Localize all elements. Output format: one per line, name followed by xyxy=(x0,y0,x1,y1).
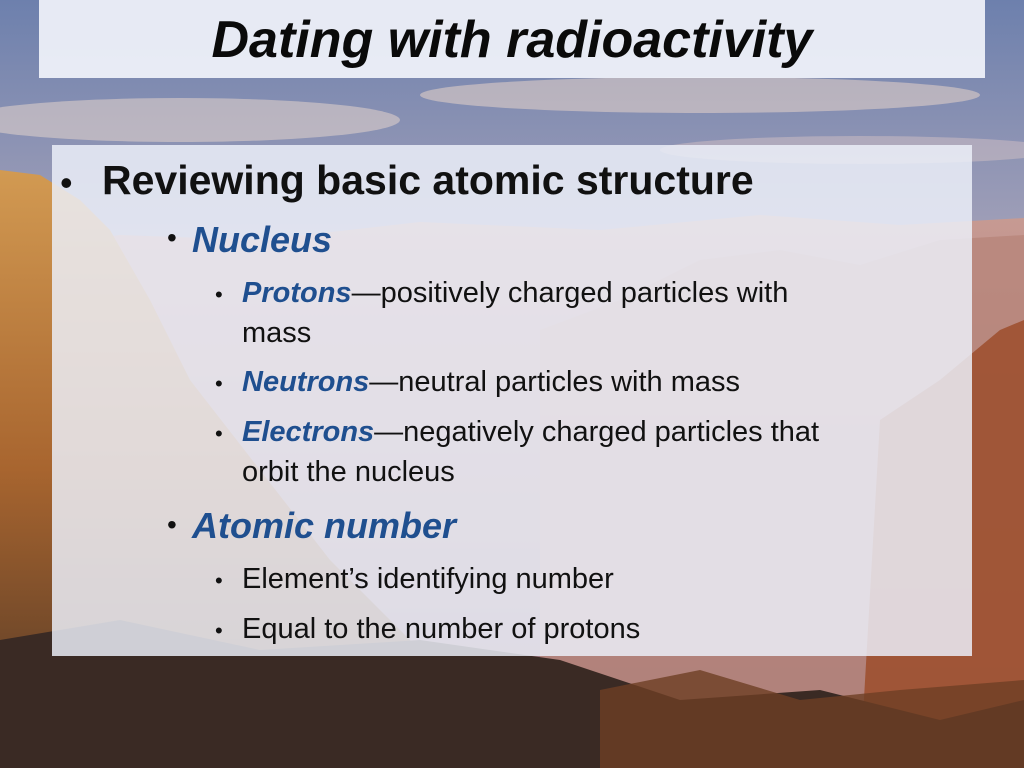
title-panel xyxy=(39,0,985,78)
item-identifying-number: Element’s identifying number xyxy=(242,563,614,595)
bullet-neutrons: • xyxy=(215,371,223,396)
term-electrons: Electrons xyxy=(242,416,375,448)
slide-title: Dating with radioactivity xyxy=(211,11,813,69)
bullet-identifying: • xyxy=(215,568,223,593)
desc-electrons: —negatively charged particles that xyxy=(374,416,820,448)
heading-reviewing-atomic-structure: Reviewing basic atomic structure xyxy=(102,157,754,203)
item-electrons-continued: orbit the nucleus xyxy=(242,456,455,488)
subheading-nucleus: Nucleus xyxy=(192,219,333,260)
term-protons: Protons xyxy=(242,277,352,309)
item-equal-to-protons: Equal to the number of protons xyxy=(242,613,641,645)
item-electrons xyxy=(242,415,819,449)
desc-protons: —positively charged particles with xyxy=(351,277,789,309)
item-protons xyxy=(242,276,788,310)
bullet-level1: • xyxy=(60,162,73,203)
desc-neutrons: —neutral particles with mass xyxy=(369,366,740,398)
bullet-equal: • xyxy=(215,618,223,643)
content-panel xyxy=(52,145,972,656)
bullet-nucleus: • xyxy=(167,222,177,253)
item-protons-continued: mass xyxy=(242,317,312,349)
bullet-atomic-number: • xyxy=(167,509,177,540)
subheading-atomic-number: Atomic number xyxy=(192,505,457,546)
bullet-protons: • xyxy=(215,282,223,307)
item-neutrons xyxy=(242,365,740,399)
bullet-electrons: • xyxy=(215,421,223,446)
term-neutrons: Neutrons xyxy=(242,366,370,398)
